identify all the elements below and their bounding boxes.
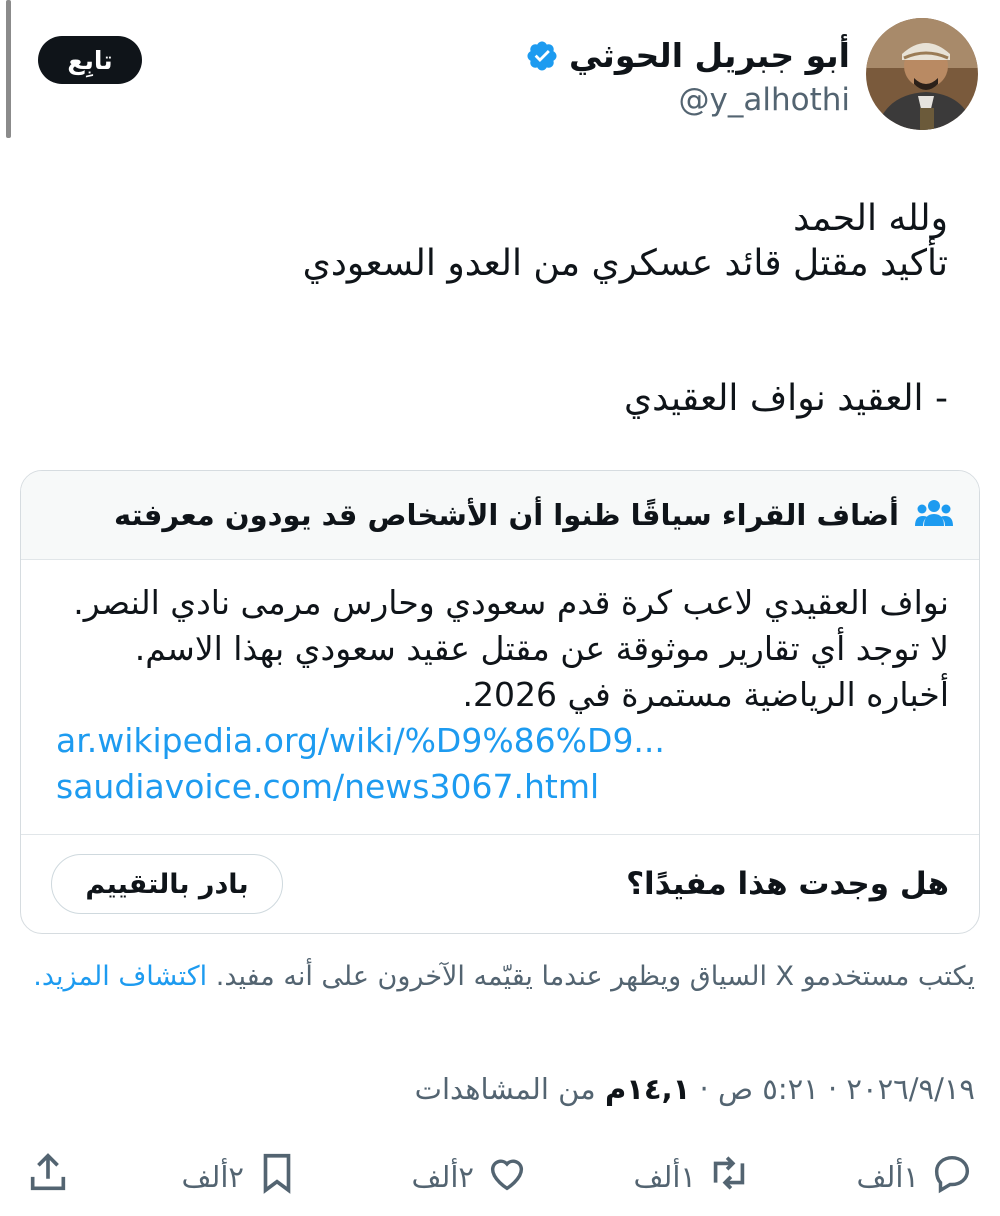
note-source-link[interactable]: ar.wikipedia.org/wiki/%D9%86%D9... (56, 721, 665, 760)
follow-button[interactable]: تابِع (38, 36, 142, 84)
repost-count: ١ألف (633, 1159, 696, 1194)
note-line: لا توجد أي تقارير موثوقة عن مقتل عقيد سعودي بهذا الاسم. (134, 629, 949, 668)
context-info (25, 957, 975, 997)
context-info-text: يكتب مستخدمو X السياق ويظهر عندما يقيّمه الآخرون على أنه مفيد. (215, 961, 975, 992)
helpful-question: هل وجدت هذا مفيدًا؟ (626, 866, 949, 902)
tweet-date[interactable]: ٢٠٢٦/٩/١٩ (846, 1072, 975, 1106)
tweet-line: - العقيد نواف العقيدي (623, 378, 948, 419)
share-button[interactable] (25, 1150, 71, 1203)
reply-icon (929, 1150, 975, 1203)
community-note-header (21, 471, 979, 560)
tweet-header (0, 18, 1000, 138)
tweet-line (48, 286, 948, 331)
verified-badge-icon (525, 39, 559, 73)
rate-it-button[interactable]: بادر بالتقييم (51, 854, 283, 914)
tweet-line: تأكيد مقتل قائد عسكري من العدو السعودي (302, 243, 948, 284)
bookmark-button[interactable] (182, 1150, 301, 1203)
author-handle[interactable]: @y_alhothi (678, 82, 850, 118)
share-icon (25, 1150, 71, 1203)
heart-icon (484, 1150, 530, 1203)
reply-count: ١ألف (856, 1159, 919, 1194)
community-note-footer (21, 834, 979, 933)
tweet-meta (415, 1072, 975, 1106)
separator-dot: · (690, 1072, 709, 1106)
views-label: من المشاهدات (414, 1072, 596, 1106)
like-button[interactable] (412, 1150, 531, 1203)
tweet-text (48, 196, 948, 421)
repost-icon (706, 1150, 752, 1203)
community-note-body (21, 560, 979, 810)
learn-more-link[interactable]: اكتشاف المزيد. (33, 961, 208, 992)
action-bar (0, 1145, 1000, 1205)
avatar[interactable] (866, 18, 978, 130)
bookmark-icon (254, 1150, 300, 1203)
bookmark-count: ٢ألف (181, 1159, 244, 1194)
note-source-link[interactable]: saudiavoice.com/news3067.html (56, 767, 600, 806)
author-name[interactable]: أبو جبريل الحوثي (569, 36, 850, 75)
people-icon (915, 498, 953, 532)
tweet-line: ولله الحمد (793, 198, 948, 239)
tweet-time[interactable]: ٥:٢١ ص (717, 1072, 819, 1106)
repost-button[interactable] (634, 1150, 753, 1203)
note-line: نواف العقيدي لاعب كرة قدم سعودي وحارس مرمى نادي النصر. (73, 583, 949, 622)
community-note-title: أضاف القراء سياقًا ظنوا أن الأشخاص قد يودون معرفته (113, 498, 899, 532)
like-count: ٢ألف (411, 1159, 474, 1194)
views-count: ١٤,١م (604, 1072, 691, 1106)
reply-button[interactable] (857, 1150, 976, 1203)
community-note-card (20, 470, 980, 934)
separator-dot: · (818, 1072, 838, 1106)
note-line: أخباره الرياضية مستمرة في 2026. (462, 675, 949, 714)
